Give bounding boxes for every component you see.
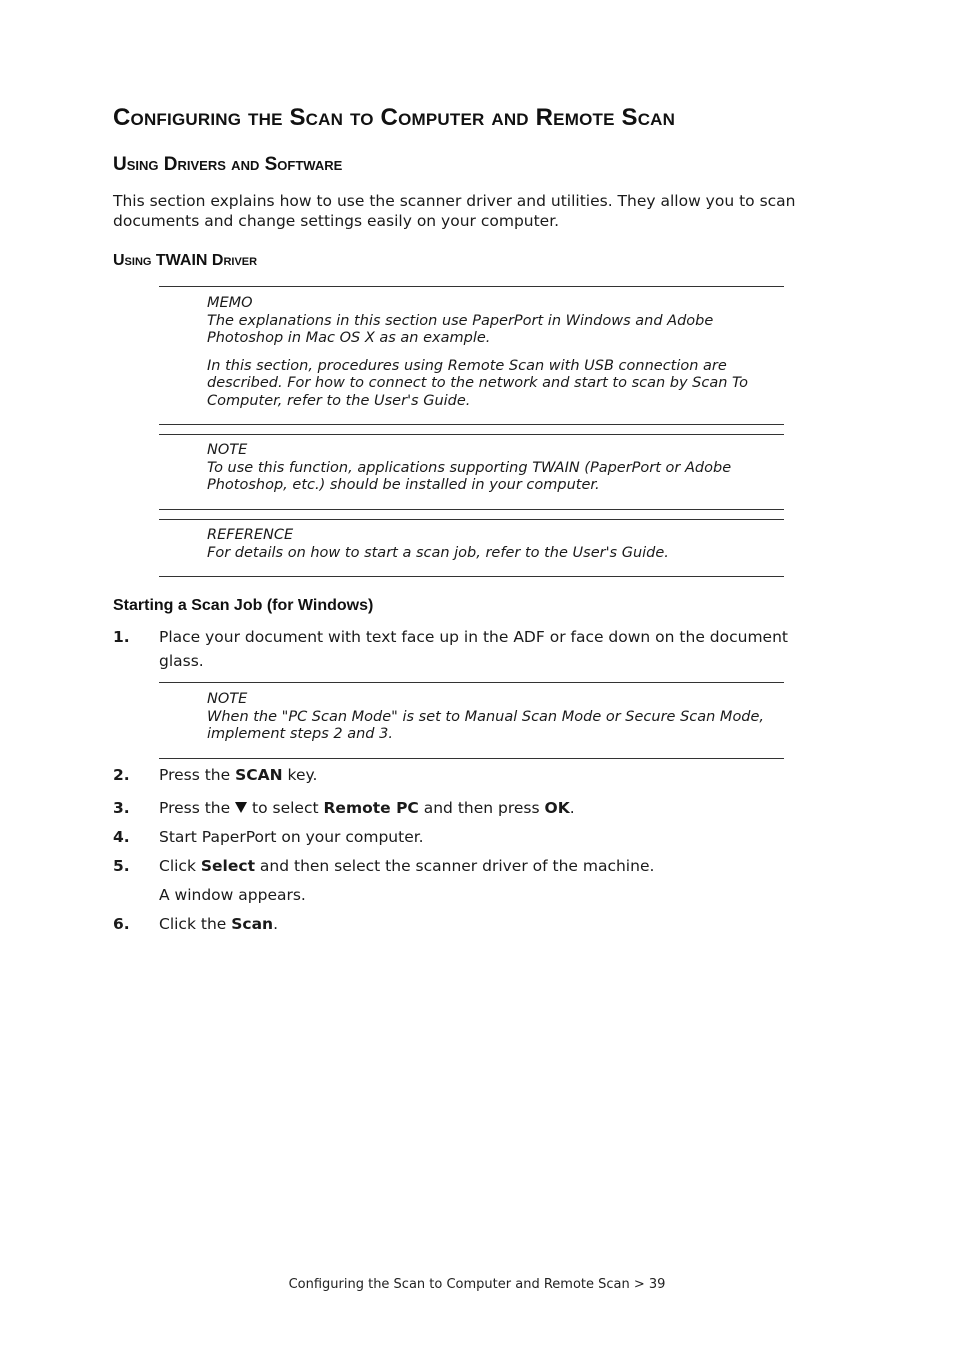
reference-label: REFERENCE: [207, 527, 294, 543]
step-number: 2.: [113, 766, 130, 784]
step-number: 5.: [113, 857, 130, 875]
step-number: 1.: [113, 628, 130, 646]
step-text: Press the SCAN key.: [159, 766, 318, 784]
button-name: Scan: [231, 915, 274, 933]
note2-box: [207, 691, 772, 744]
step-text: Place your document with text face up in the ADF or face down on the document glass.: [159, 628, 788, 670]
procedure-heading: Starting a Scan Job (for Windows): [113, 597, 374, 614]
section-heading: Using Drivers and Software: [113, 154, 343, 175]
note-text: To use this function, applications supporting TWAIN (PaperPort or Adobe Photoshop, etc.) should be installed in your computer.: [207, 459, 732, 493]
key-name: SCAN: [235, 766, 283, 784]
note-box: [207, 442, 772, 495]
note2-bottom-rule: [159, 758, 784, 759]
memo-text-1: The explanations in this section use PaperPort in Windows and Adobe Photoshop in Mac OS X as an example.: [207, 312, 714, 346]
step-subtext: A window appears.: [159, 886, 306, 904]
note-label: NOTE: [207, 442, 248, 458]
page-footer: Configuring the Scan to Computer and Remote Scan > 39: [288, 1277, 666, 1292]
step-number: 4.: [113, 828, 130, 846]
reference-bottom-rule: [159, 576, 784, 577]
memo-label: MEMO: [207, 295, 253, 311]
note-bottom-rule: [159, 509, 784, 510]
note2-label: NOTE: [207, 691, 248, 707]
reference-text: For details on how to start a scan job, refer to the User's Guide.: [207, 544, 669, 561]
page-title: Configuring the Scan to Computer and Remote Scan: [113, 104, 676, 131]
button-name: Select: [200, 857, 255, 875]
subsection-heading: Using TWAIN Driver: [113, 252, 258, 269]
step-number: 3.: [113, 799, 130, 817]
intro-paragraph: This section explains how to use the scanner driver and utilities. They allow you to scan documents and change settings easily on your computer.: [113, 192, 796, 230]
key-name: OK: [544, 799, 570, 817]
note2-text: When the "PC Scan Mode" is set to Manual Scan Mode or Secure Scan Mode, implement steps 2 and 3.: [207, 708, 765, 742]
memo-top-rule: [159, 286, 784, 287]
memo-text-2: In this section, procedures using Remote Scan with USB connection are described. For how to connect to the network and start to scan by Scan To Computer, refer to the User's Guide.: [207, 357, 748, 409]
reference-top-rule: [159, 519, 784, 520]
step-number: 6.: [113, 915, 130, 933]
step-text: Click Select and then select the scanner driver of the machine.: [159, 857, 655, 875]
down-triangle-icon: [235, 802, 247, 813]
step-text: Click the Scan.: [159, 915, 279, 933]
menu-item-name: Remote PC: [323, 799, 419, 817]
note2-top-rule: [159, 682, 784, 683]
memo-box: [207, 295, 772, 410]
reference-box: [207, 527, 772, 562]
memo-bottom-rule: [159, 424, 784, 425]
step-text: Press the to select Remote PC and then press OK.: [159, 799, 575, 817]
note-top-rule: [159, 434, 784, 435]
step-text: Start PaperPort on your computer.: [159, 828, 424, 846]
